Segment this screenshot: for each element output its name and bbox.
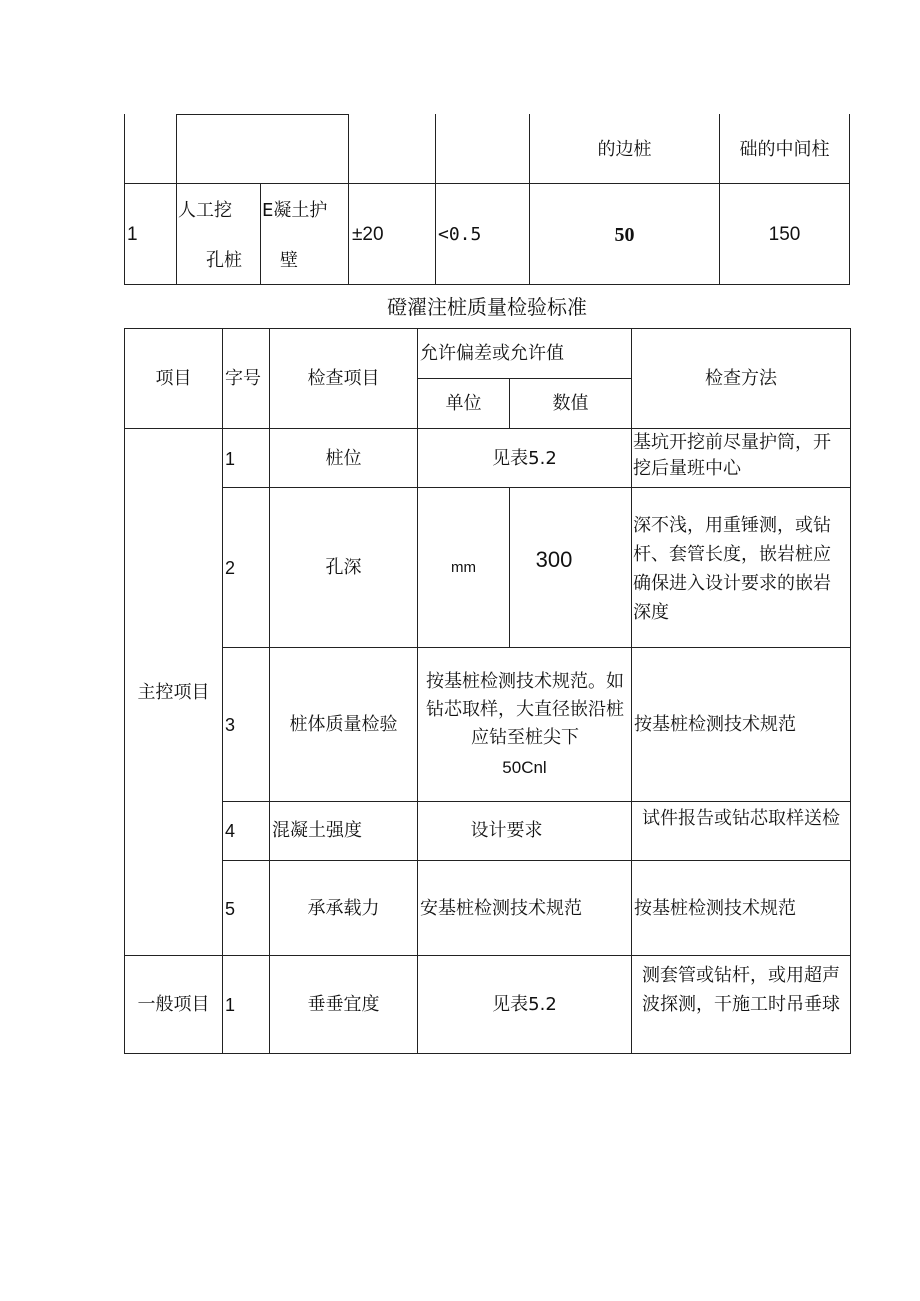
- row-allowed-value: 见表5.2: [492, 448, 557, 469]
- row-method: 按基桩检测技术规范: [634, 898, 796, 919]
- middle-value: 150: [768, 224, 801, 245]
- table-rule: [631, 328, 632, 1054]
- table-rule: [417, 328, 418, 1054]
- row-unit: mm: [451, 559, 476, 576]
- top-table-rule: [124, 284, 850, 285]
- top-table-rule: [435, 114, 436, 284]
- pile-type-line2: 孔桩: [206, 250, 242, 271]
- edge-pile-label: 的边桩: [597, 139, 652, 160]
- top-table-rule: [124, 114, 125, 284]
- row-index: 1: [127, 224, 138, 245]
- header-check-item: 检查项目: [307, 368, 380, 389]
- row-check-item: 桩位: [325, 448, 362, 469]
- table-rule: [222, 860, 851, 861]
- row-allowed-value: 设计要求: [470, 820, 543, 841]
- table-rule: [269, 328, 270, 1054]
- table-rule: [222, 801, 851, 802]
- top-table-rule: [176, 114, 349, 115]
- header-item: 项目: [155, 368, 192, 389]
- top-table-rule: [849, 114, 850, 284]
- header-seq: 字号: [225, 368, 261, 389]
- header-unit: 单位: [445, 393, 482, 414]
- general-group: 一般项目: [137, 994, 210, 1015]
- ratio-value: <0.5: [438, 224, 482, 245]
- row-allowed-value: 安基桩检测技术规范: [420, 898, 582, 919]
- table-rule: [222, 487, 851, 488]
- header-method: 检查方法: [705, 368, 777, 389]
- table-rule: [124, 1053, 851, 1054]
- row-value: 300: [535, 547, 573, 572]
- row-check-item: 孔深: [325, 557, 362, 578]
- row-allowed-value: 按基桩检测技术规范。如钻芯取样，大直径嵌沿桩应钻至桩尖下: [426, 671, 624, 748]
- row-check-item: 混凝土强度: [272, 820, 362, 841]
- table-rule: [124, 328, 851, 329]
- middle-pile-label: 础的中间柱: [739, 139, 830, 160]
- wall-type-line2: 壁: [280, 250, 298, 271]
- page-title: 磴濯注桩质量检验标准: [387, 295, 587, 319]
- row-seq: 2: [225, 558, 236, 578]
- row-allowed-value: 见表5.2: [492, 994, 557, 1015]
- table-rule: [124, 428, 851, 429]
- row-method: 测套管或钻杆，或用超声波探测，干施工时吊垂球: [642, 965, 840, 1015]
- row-method: 试件报告或钻芯取样送检: [642, 808, 840, 829]
- top-table-rule: [124, 183, 850, 184]
- row-check-item: 桩体质量检验: [289, 714, 398, 735]
- table-rule: [222, 647, 851, 648]
- top-table-rule: [176, 114, 177, 284]
- pile-type-line1: 人工挖: [178, 200, 232, 221]
- table-rule: [417, 378, 631, 379]
- row-seq: 1: [225, 449, 236, 469]
- row-seq: 3: [225, 715, 236, 735]
- header-allowance: 允许偏差或允许值: [420, 343, 564, 364]
- top-table-rule: [348, 114, 349, 284]
- row-method: 按基桩检测技术规范: [634, 714, 796, 735]
- row-allowed-value-tail: 50Cnl: [502, 758, 547, 777]
- table-rule: [850, 328, 851, 1054]
- row-seq: 5: [225, 899, 236, 919]
- row-method: 基坑开挖前尽量护筒，开挖后量班中心: [633, 432, 831, 479]
- wall-type-line1: E凝土护: [262, 200, 328, 221]
- table-rule: [222, 328, 223, 1054]
- table-rule: [124, 955, 851, 956]
- edge-value: 50: [614, 224, 635, 246]
- tolerance-value: ±20: [352, 224, 384, 245]
- row-check-item: 承承载力: [307, 898, 380, 919]
- row-seq: 1: [225, 995, 236, 1015]
- main-control-group: 主控项目: [137, 682, 210, 703]
- header-value: 数值: [552, 393, 589, 414]
- top-table-rule: [260, 183, 261, 284]
- row-seq: 4: [225, 821, 236, 841]
- row-method: 深不浅，用重锤测，或钻杆、套管长度，嵌岩桩应确保进入设计要求的嵌岩深度: [633, 515, 831, 623]
- row-check-item: 垂垂宜度: [307, 994, 380, 1015]
